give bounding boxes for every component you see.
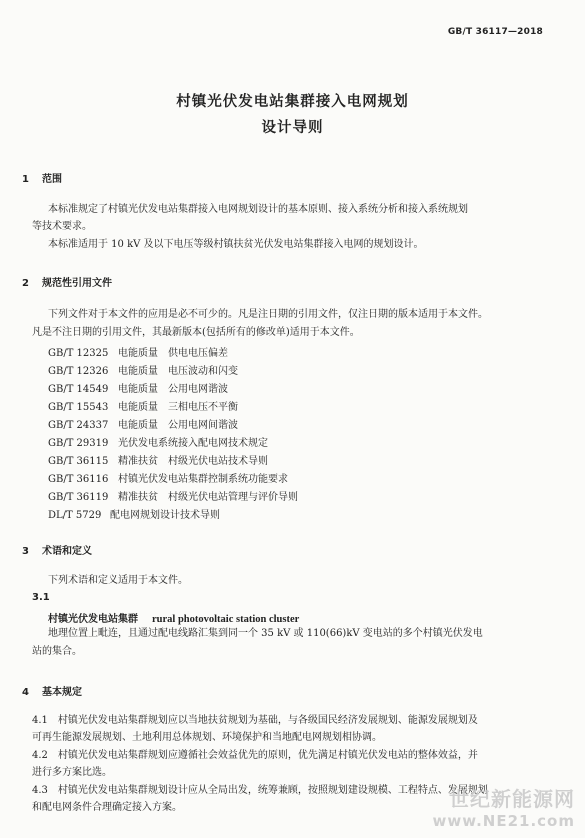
definition: 地理位置上毗连，且通过配电线路汇集到同一个 35 kV 或 110(66)kV 变电站的多个村镇光伏发电 xyxy=(48,628,483,639)
reference-item xyxy=(48,398,238,413)
clause: 可再生能源发展规划、土地利用总体规划、环境保护和当地配电网规划相协调。 xyxy=(32,732,382,743)
reference-code: GB/T 36115 xyxy=(48,456,109,467)
paragraph: 本标准规定了村镇光伏发电站集群接入电网规划设计的基本原则、接入系统分析和接入系统规划 xyxy=(48,204,468,215)
reference-title: 电能质量 公用电网谐波 xyxy=(118,384,228,395)
watermark xyxy=(432,783,575,830)
reference-item xyxy=(48,416,238,431)
section-number: 3 xyxy=(22,546,29,557)
reference-code: GB/T 24337 xyxy=(48,420,109,431)
reference-item xyxy=(48,344,228,359)
section-title: 基本规定 xyxy=(42,687,82,698)
reference-title: 村镇光伏发电站集群控制系统功能要求 xyxy=(118,474,288,485)
section-title: 规范性引用文件 xyxy=(42,278,112,289)
reference-title: 光伏发电系统接入配电网技术规定 xyxy=(118,438,268,449)
term-entry xyxy=(48,610,299,625)
clause: 进行多方案比选。 xyxy=(32,767,112,778)
reference-code: GB/T 29319 xyxy=(48,438,109,449)
reference-title: 配电网规划设计技术导则 xyxy=(110,510,220,521)
paragraph: 下列术语和定义适用于本文件。 xyxy=(48,575,188,586)
term-chinese: 村镇光伏发电站集群 xyxy=(48,614,138,625)
paragraph: 等技术要求。 xyxy=(32,221,92,232)
standard-code: GB/T 36117—2018 xyxy=(447,27,543,37)
clause: 4.1 村镇光伏发电站集群规划应以当地扶贫规划为基础，与各级国民经济发展规划、能源发展规划及 xyxy=(32,715,478,726)
section-heading-scope xyxy=(22,170,62,185)
section-heading-normative-references xyxy=(22,274,112,289)
reference-item xyxy=(48,488,298,503)
reference-item xyxy=(48,434,268,449)
reference-title: 电能质量 三相电压不平衡 xyxy=(118,402,238,413)
reference-item xyxy=(48,506,220,521)
section-title: 范围 xyxy=(42,174,62,185)
reference-title: 精准扶贫 村级光伏电站管理与评价导则 xyxy=(118,492,298,503)
section-number: 4 xyxy=(22,687,29,698)
subclause-number: 3.1 xyxy=(32,592,50,603)
document-title-line1: 村镇光伏发电站集群接入电网规划 xyxy=(176,94,409,110)
definition: 站的集合。 xyxy=(32,646,82,657)
reference-code: GB/T 15543 xyxy=(48,402,109,413)
paragraph: 凡是不注日期的引用文件，其最新版本(包括所有的修改单)适用于本文件。 xyxy=(32,327,360,338)
section-title: 术语和定义 xyxy=(42,546,92,557)
paragraph: 下列文件对于本文件的应用是必不可少的。凡是注日期的引用文件，仅注日期的版本适用于本文件。 xyxy=(48,309,488,320)
reference-item xyxy=(48,362,238,377)
document-title-line2: 设计导则 xyxy=(261,120,324,136)
reference-title: 电能质量 公用电网间谐波 xyxy=(118,420,238,431)
reference-title: 电能质量 供电电压偏差 xyxy=(118,348,228,359)
watermark-title: 世纪新能源网 xyxy=(449,787,575,811)
section-number: 2 xyxy=(22,278,29,289)
reference-code: GB/T 12326 xyxy=(48,366,109,377)
clause: 4.3 村镇光伏发电站集群规划设计应从全局出发，统筹兼顾，按照规划建设规模、工程特点、发展规划 xyxy=(32,785,488,796)
term-english: rural photovoltaic station cluster xyxy=(152,614,300,625)
reference-item xyxy=(48,452,268,467)
reference-item xyxy=(48,470,288,485)
watermark-url: www.NE21.com xyxy=(432,812,575,830)
reference-code: GB/T 36119 xyxy=(48,492,109,503)
paragraph: 本标准适用于 10 kV 及以下电压等级村镇扶贫光伏发电站集群接入电网的规划设计。 xyxy=(48,239,424,250)
section-heading-terms xyxy=(22,542,92,557)
clause: 4.2 村镇光伏发电站集群规划应遵循社会效益优先的原则，优先满足村镇光伏发电站的整体效益，并 xyxy=(32,750,478,761)
section-number: 1 xyxy=(22,174,29,185)
reference-item xyxy=(48,380,228,395)
reference-code: GB/T 12325 xyxy=(48,348,109,359)
reference-title: 精准扶贫 村级光伏电站技术导则 xyxy=(118,456,268,467)
clause: 和配电网条件合理确定接入方案。 xyxy=(32,802,182,813)
section-heading-basic-provisions xyxy=(22,683,82,698)
reference-code: GB/T 14549 xyxy=(48,384,109,395)
reference-code: GB/T 36116 xyxy=(48,474,109,485)
reference-code: DL/T 5729 xyxy=(48,510,102,521)
reference-title: 电能质量 电压波动和闪变 xyxy=(118,366,238,377)
